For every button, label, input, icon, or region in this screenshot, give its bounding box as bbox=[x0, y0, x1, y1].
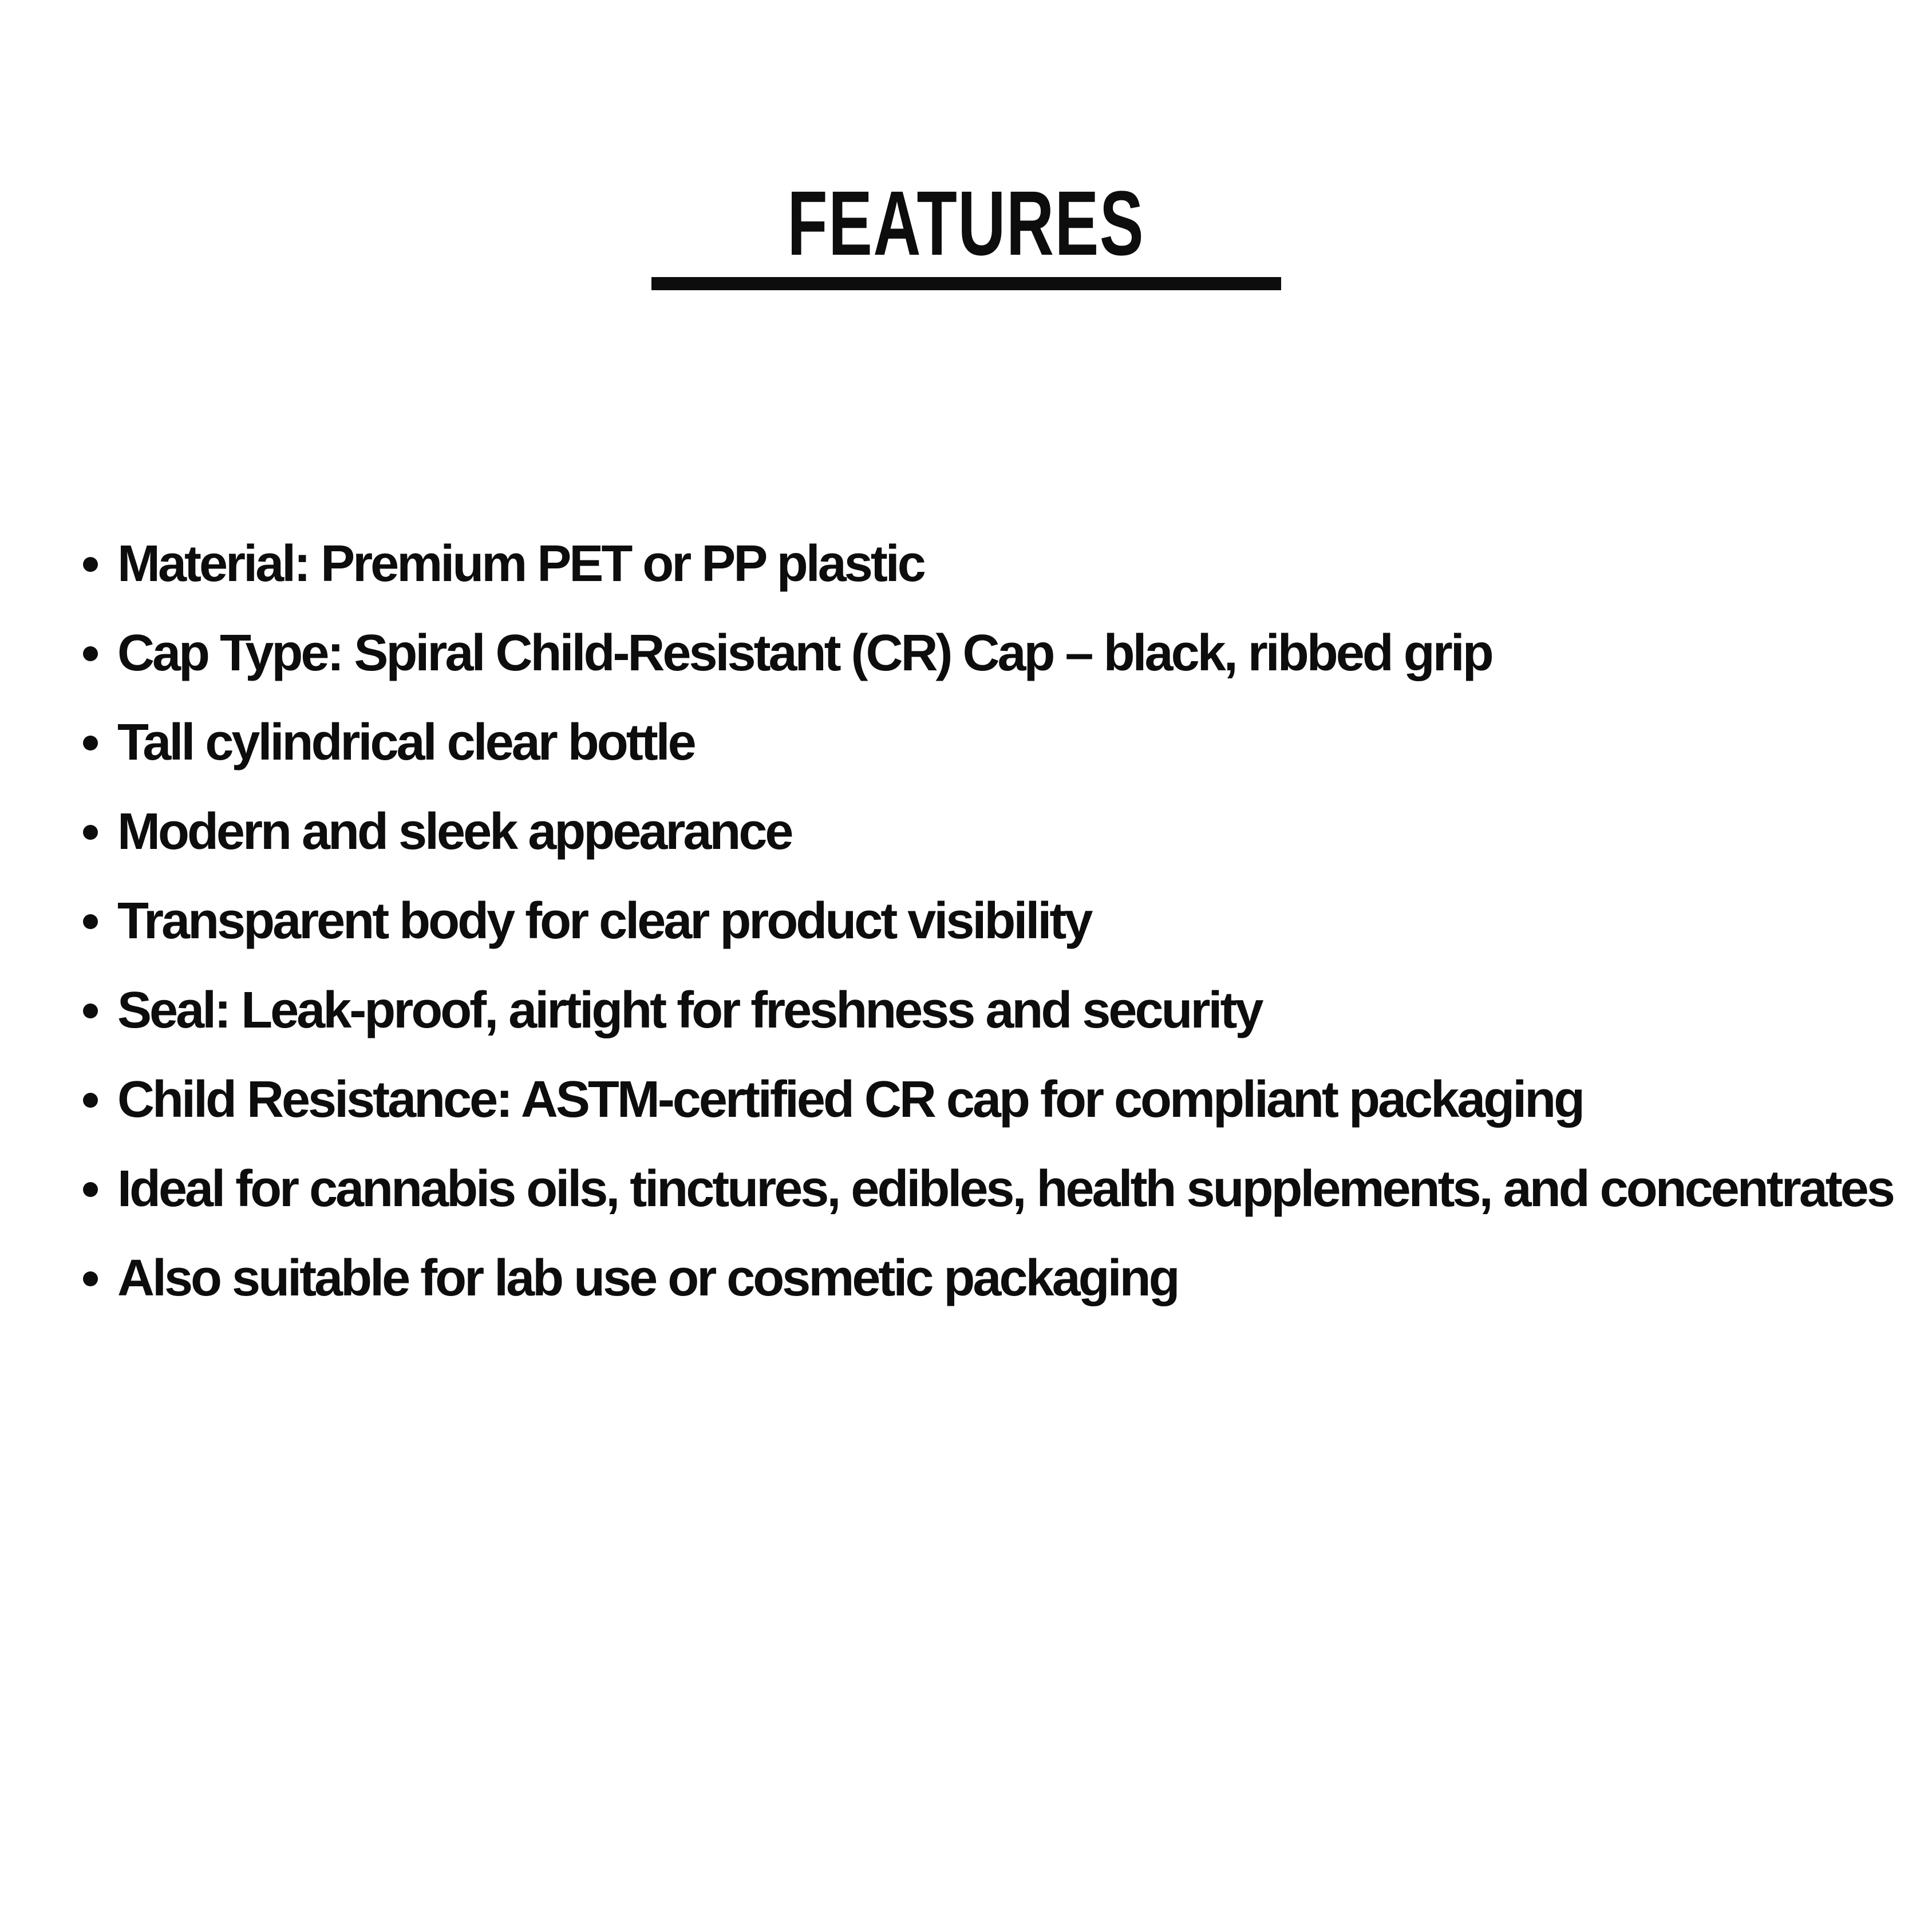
list-item bbox=[83, 966, 1926, 1055]
bullet-icon bbox=[83, 825, 98, 840]
list-item-text: Also suitable for lab use or cosmetic packaging bbox=[117, 1250, 1178, 1307]
bullet-icon bbox=[83, 736, 98, 750]
list-item bbox=[83, 1055, 1926, 1144]
bullet-icon bbox=[83, 1093, 98, 1108]
bullet-icon bbox=[83, 557, 98, 572]
list-item-text: Cap Type: Spiral Child-Resistant (CR) Cap – black, ribbed grip bbox=[117, 625, 1492, 682]
bullet-icon bbox=[83, 1003, 98, 1018]
page-title-text: FEATURES bbox=[787, 172, 1145, 274]
list-item-text: Ideal for cannabis oils, tinctures, edibles, health supplements, and concentrates bbox=[117, 1160, 1893, 1218]
list-item-text: Modern and sleek appearance bbox=[117, 803, 792, 860]
features-list bbox=[0, 519, 1932, 1323]
list-item bbox=[83, 609, 1926, 698]
list-item bbox=[83, 1144, 1926, 1234]
list-item bbox=[83, 876, 1926, 966]
bullet-icon bbox=[83, 646, 98, 661]
bullet-icon bbox=[83, 1271, 98, 1286]
list-item bbox=[83, 787, 1926, 876]
list-item-text: Transparent body for clear product visibility bbox=[117, 892, 1091, 950]
list-item bbox=[83, 698, 1926, 787]
list-item-text: Tall cylindrical clear bottle bbox=[117, 714, 694, 771]
list-item-text: Seal: Leak-proof, airtight for freshness and security bbox=[117, 982, 1262, 1039]
bullet-icon bbox=[83, 1182, 98, 1197]
bullet-icon bbox=[83, 914, 98, 929]
list-item-text: Material: Premium PET or PP plastic bbox=[117, 535, 924, 592]
list-item bbox=[83, 519, 1926, 609]
title-underline bbox=[651, 277, 1281, 290]
title-block bbox=[0, 172, 1932, 290]
list-item bbox=[83, 1234, 1926, 1323]
page-title bbox=[0, 172, 1932, 274]
list-item-text: Child Resistance: ASTM-certified CR cap for compliant packaging bbox=[117, 1071, 1583, 1128]
